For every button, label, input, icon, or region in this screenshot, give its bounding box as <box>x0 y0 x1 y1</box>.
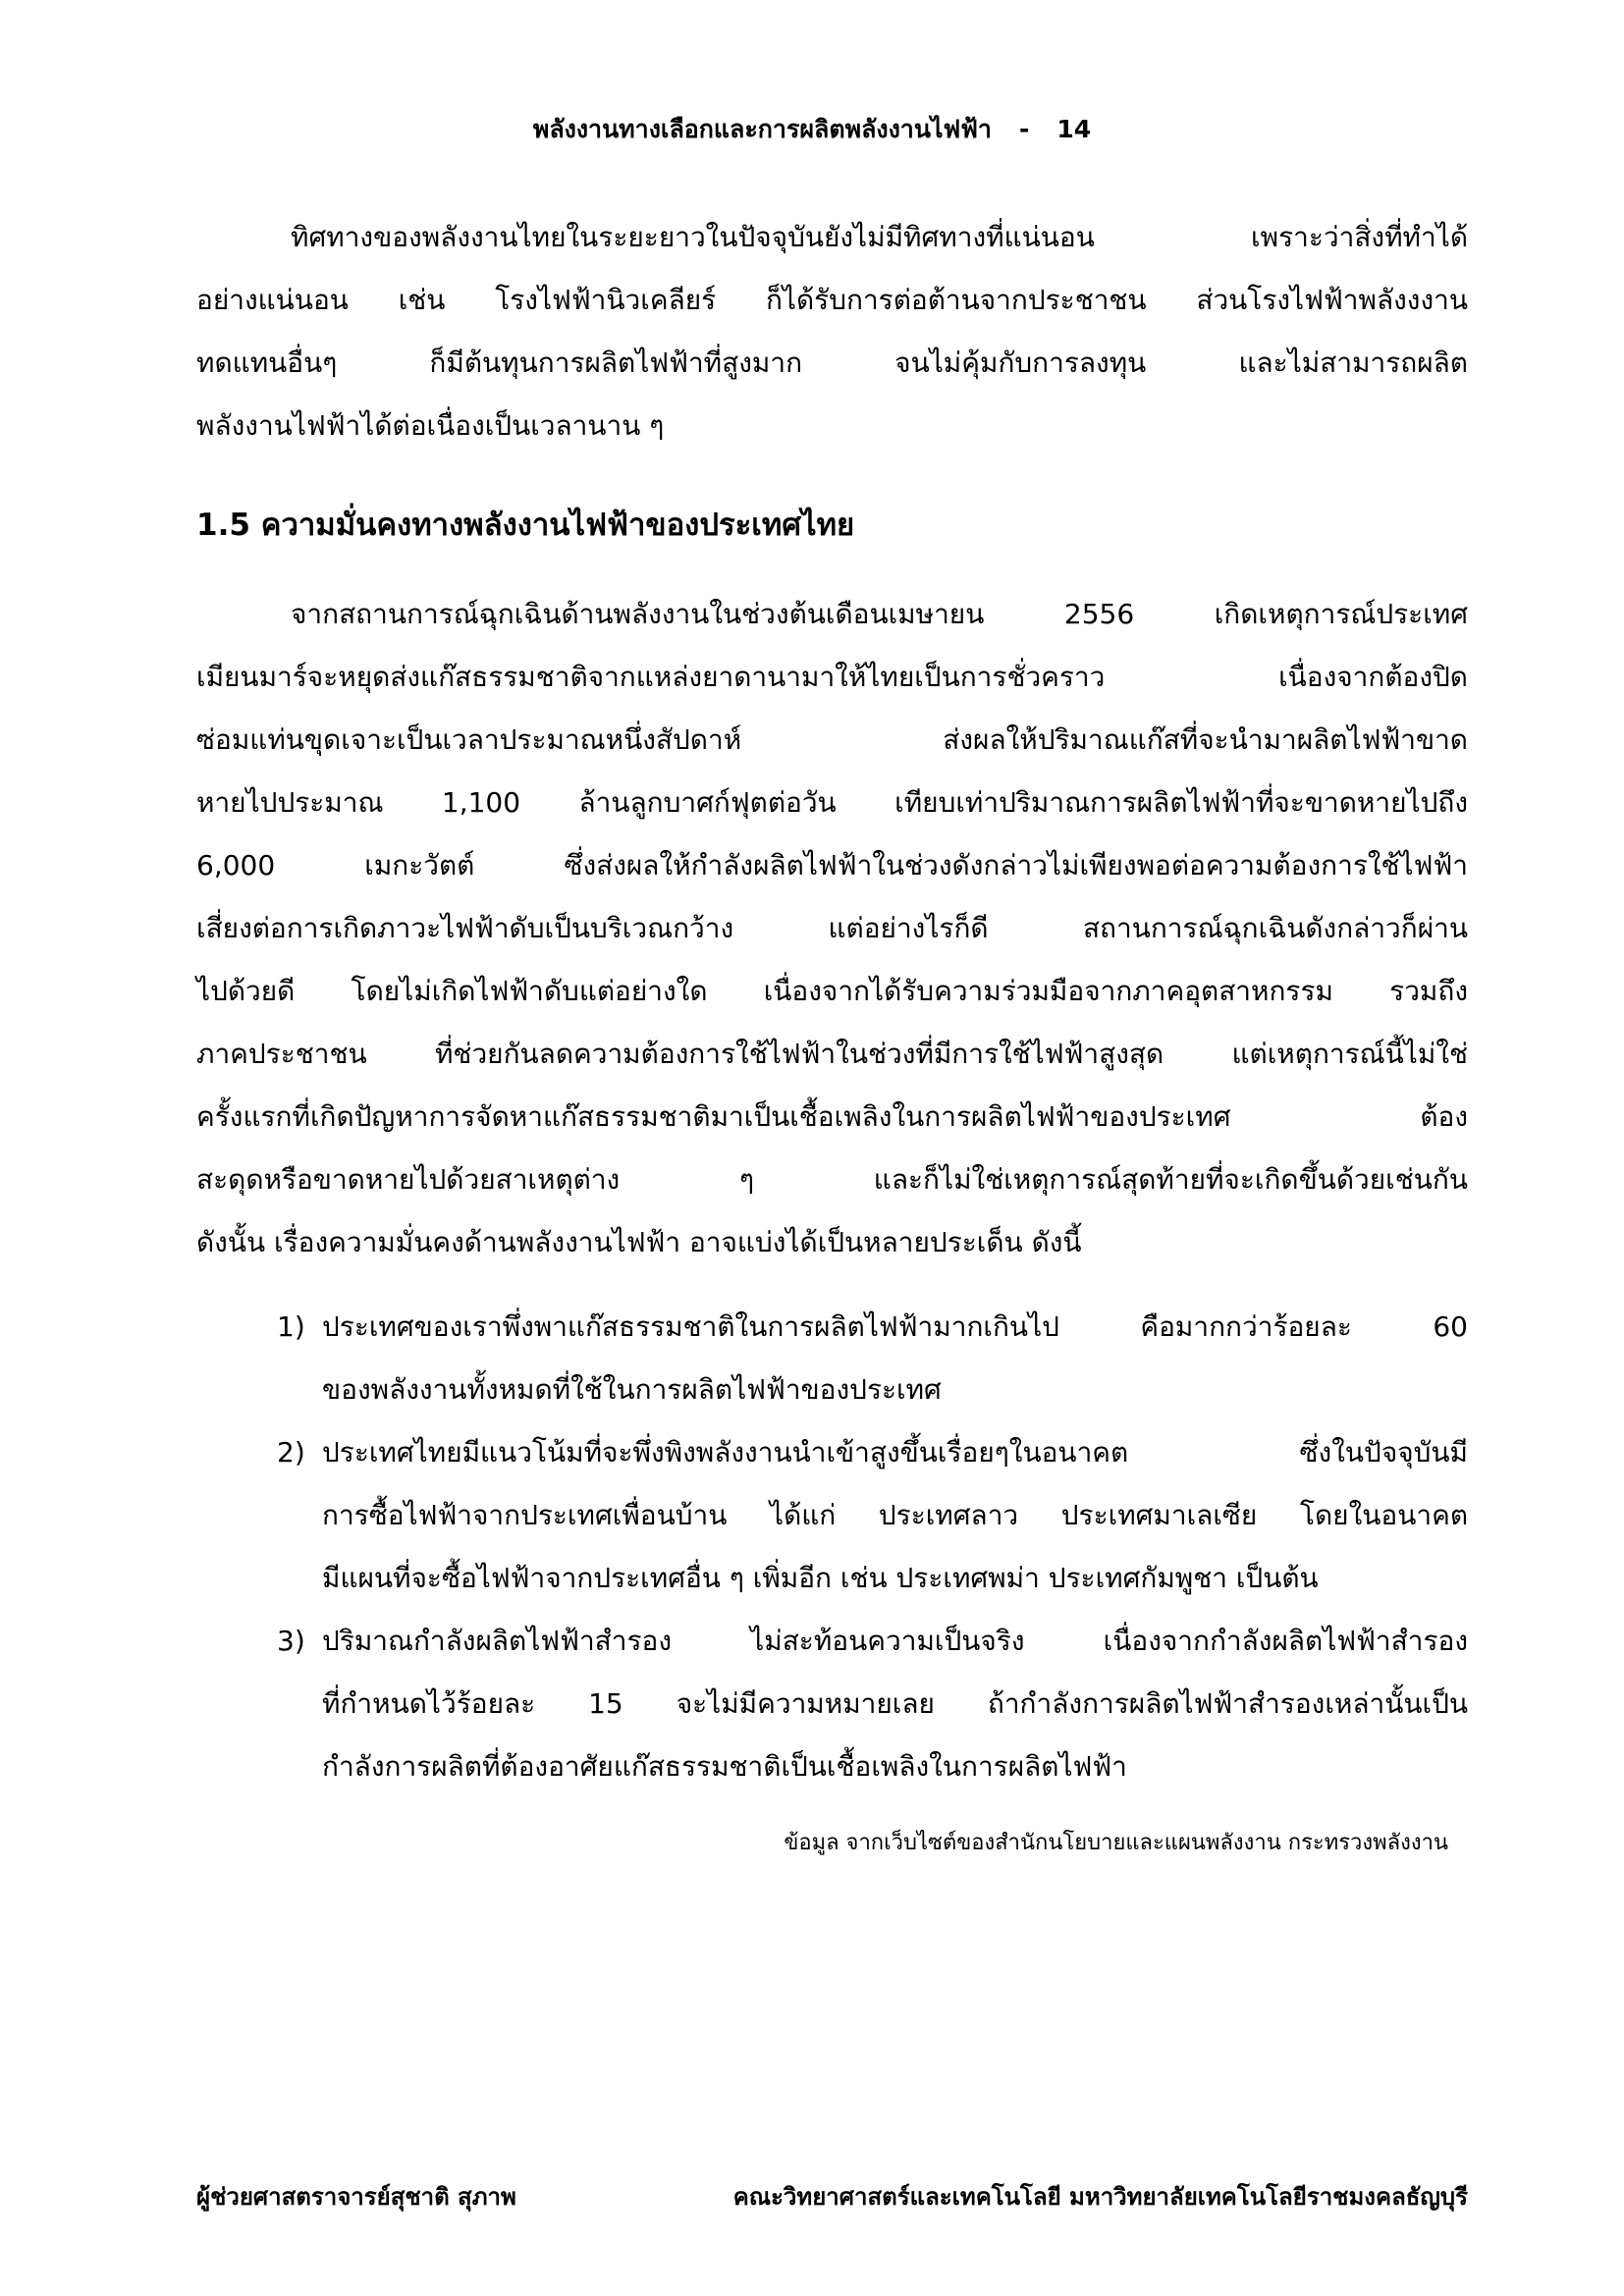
list-item <box>196 1610 1468 1798</box>
paragraph-line: เมียนมาร์จะหยุดส่งแก๊สธรรมชาติจากแหล่งยาดานามาให้ไทยเป็นการชั่วคราว เนื่องจากต้องปิด <box>196 661 1468 693</box>
paragraph-line: ทดแทนอื่นๆ ก็มีต้นทุนการผลิตไฟฟ้าที่สูงมาก จนไม่คุ้มกับการลงทุน และไม่สามารถผลิต <box>196 347 1468 379</box>
paragraph-line: เสี่ยงต่อการเกิดภาวะไฟฟ้าดับเป็นบริเวณกว้าง แต่อย่างไรก็ดี สถานการณ์ฉุกเฉินดังกล่าวก็ผ่าน <box>196 912 1468 944</box>
list-item <box>196 1296 1468 1421</box>
paragraph-line: ซ่อมแท่นขุดเจาะเป็นเวลาประมาณหนึ่งสัปดาห์ ส่งผลให้ปริมาณแก๊สที่จะนำมาผลิตไฟฟ้าขาด <box>196 723 1468 756</box>
main-paragraph <box>196 583 1468 1274</box>
running-header-title: พลังงานทางเลือกและการผลิตพลังงานไฟฟ้า <box>532 115 992 143</box>
paragraph-line: จากสถานการณ์ฉุกเฉินด้านพลังงานในช่วงต้นเดือนเมษายน 2556 เกิดเหตุการณ์ประเทศ <box>291 598 1468 630</box>
footer-institution: คณะวิทยาศาสตร์และเทคโนโลยี มหาวิทยาลัยเทคโนโลยีราชมงคลธัญบุรี <box>732 2183 1468 2211</box>
list-item <box>196 1421 1468 1610</box>
list-item-line: ประเทศไทยมีแนวโน้มที่จะพึ่งพิงพลังงานนำเข้าสูงขึ้นเรื่อยๆในอนาคต ซึ่งในปัจจุบันมี <box>322 1436 1468 1468</box>
list-item-line: ปริมาณกำลังผลิตไฟฟ้าสำรอง ไม่สะท้อนความเป็นจริง เนื่องจากกำลังผลิตไฟฟ้าสำรอง <box>322 1625 1468 1657</box>
list-item-number: 3) <box>277 1625 305 1657</box>
paragraph-line: ครั้งแรกที่เกิดปัญหาการจัดหาแก๊สธรรมชาติมาเป็นเชื้อเพลิงในการผลิตไฟฟ้าของประเทศ ต้อง <box>196 1100 1468 1133</box>
paragraph-line: ดังนั้น เรื่องความมั่นคงด้านพลังงานไฟฟ้า อาจแบ่งได้เป็นหลายประเด็น ดังนี้ <box>196 1226 1082 1258</box>
paragraph-line: อย่างแน่นอน เช่น โรงไฟฟ้านิวเคลียร์ ก็ได้รับการต่อต้านจากประชาชน ส่วนโรงไฟฟ้าพลังงงาน <box>196 284 1468 316</box>
intro-paragraph <box>196 206 1468 457</box>
paragraph-line: 6,000 เมกะวัตต์ ซึ่งส่งผลให้กำลังผลิตไฟฟ้าในช่วงดังกล่าวไม่เพียงพอต่อความต้องการใช้ไฟฟ้า <box>196 849 1468 881</box>
list-item-number: 2) <box>277 1436 305 1468</box>
source-note: ข้อมูล จากเว็บไซต์ของสำนักนโยบายและแผนพลังงาน กระทรวงพลังงาน <box>784 1831 1448 1855</box>
running-header-separator: - <box>1018 115 1030 143</box>
page-body <box>196 206 1468 1863</box>
paragraph-line: พลังงานไฟฟ้าได้ต่อเนื่องเป็นเวลานาน ๆ <box>196 409 665 442</box>
page-number: 14 <box>1056 115 1092 143</box>
list-item-line: ประเทศของเราพึ่งพาแก๊สธรรมชาติในการผลิตไฟฟ้ามากเกินไป คือมากกว่าร้อยละ 60 <box>322 1310 1468 1343</box>
paragraph-line: สะดุดหรือขาดหายไปด้วยสาเหตุต่าง ๆ และก็ไม่ใช่เหตุการณ์สุดท้ายที่จะเกิดขึ้นด้วยเช่นกัน <box>196 1163 1468 1196</box>
paragraph-line: ไปด้วยดี โดยไม่เกิดไฟฟ้าดับแต่อย่างใด เนื่องจากได้รับความร่วมมือจากภาคอุตสาหกรรม รวมถึง <box>196 975 1468 1007</box>
list-item-number: 1) <box>277 1310 305 1343</box>
paragraph-line: ทิศทางของพลังงานไทยในระยะยาวในปัจจุบันยังไม่มีทิศทางที่แน่นอน เพราะว่าสิ่งที่ทำได้ <box>291 221 1468 253</box>
paragraph-line: ภาคประชาชน ที่ช่วยกันลดความต้องการใช้ไฟฟ้าในช่วงที่มีการใช้ไฟฟ้าสูงสุด แต่เหตุการณ์นี้ไม่ใช่ <box>196 1038 1468 1070</box>
paragraph-line: หายไปประมาณ 1,100 ล้านลูกบาศก์ฟุตต่อวัน เทียบเท่าปริมาณการผลิตไฟฟ้าที่จะขาดหายไปถึง <box>196 786 1468 819</box>
footer-author: ผู้ช่วยศาสตราจารย์สุชาติ สุภาพ <box>196 2183 516 2211</box>
list-item-line: การซื้อไฟฟ้าจากประเทศเพื่อนบ้าน ได้แก่ ประเทศลาว ประเทศมาเลเซีย โดยในอนาคต <box>322 1499 1468 1531</box>
section-heading: 1.5 ความมั่นคงทางพลังงานไฟฟ้าของประเทศไทย <box>196 507 855 543</box>
list-item-line: ของพลังงานทั้งหมดที่ใช้ในการผลิตไฟฟ้าของประเทศ <box>322 1373 942 1406</box>
list-item-line: มีแผนที่จะซื้อไฟฟ้าจากประเทศอื่น ๆ เพิ่มอีก เช่น ประเทศพม่า ประเทศกัมพูชา เป็นต้น <box>322 1562 1319 1594</box>
numbered-list <box>196 1296 1468 1798</box>
list-item-line: กำลังการผลิตที่ต้องอาศัยแก๊สธรรมชาติเป็นเชื้อเพลิงในการผลิตไฟฟ้า <box>322 1750 1127 1783</box>
list-item-line: ที่กำหนดไว้ร้อยละ 15 จะไม่มีความหมายเลย ถ้ากำลังการผลิตไฟฟ้าสำรองเหล่านั้นเป็น <box>322 1687 1468 1720</box>
running-header <box>0 110 1624 149</box>
